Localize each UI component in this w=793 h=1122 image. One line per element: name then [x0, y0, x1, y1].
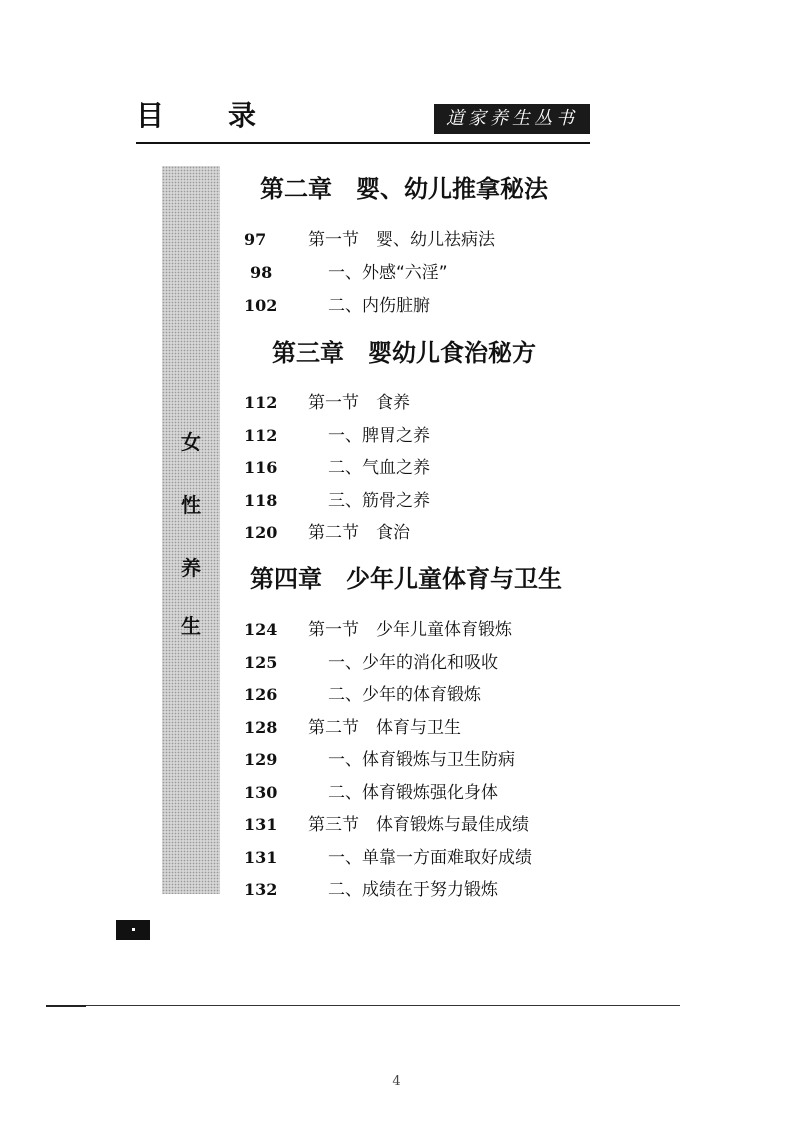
header-rule	[136, 142, 590, 144]
page-title-char-1: 目	[136, 99, 165, 132]
side-band-char-4: 生	[181, 614, 201, 638]
toc-entry-label: 第一节 食养	[308, 393, 410, 413]
chapter-number: 第三章	[272, 339, 344, 367]
toc-entry-label: 一、脾胃之养	[328, 426, 430, 446]
toc-page-number: 112	[244, 393, 278, 412]
toc-entry-label: 第一节 婴、幼儿祛病法	[308, 230, 495, 250]
series-badge: 道家养生丛书	[434, 104, 590, 134]
toc-entry-label: 二、气血之养	[328, 458, 430, 478]
chapter-title: 婴、幼儿推拿秘法	[356, 175, 548, 203]
toc-page-number: 128	[244, 718, 278, 737]
toc-entry-label: 二、内伤脏腑	[328, 296, 430, 316]
footer-rule-accent	[46, 1005, 86, 1007]
side-band	[162, 166, 220, 894]
toc-entry-label: 一、体育锻炼与卫生防病	[328, 750, 515, 770]
toc-page-number: 131	[244, 815, 278, 834]
toc-entry-label: 第二节 体育与卫生	[308, 718, 461, 738]
corner-mark-dot	[132, 928, 135, 931]
chapter-title: 婴幼儿食治秘方	[368, 339, 536, 367]
chapter-heading-4	[250, 564, 562, 594]
page-title	[136, 96, 257, 136]
corner-mark	[116, 920, 150, 940]
toc-entry-label: 二、体育锻炼强化身体	[328, 783, 498, 803]
toc-page-number: 112	[244, 426, 278, 445]
chapter-heading-2	[260, 174, 548, 204]
page-title-char-2: 录	[228, 99, 257, 132]
toc-page-number: 102	[244, 296, 278, 315]
toc-page-number: 129	[244, 750, 278, 769]
toc-entry-label: 三、筋骨之养	[328, 491, 430, 511]
toc-entry-label: 二、成绩在于努力锻炼	[328, 880, 498, 900]
chapter-number: 第四章	[250, 565, 322, 593]
side-band-char-3: 养	[181, 556, 201, 580]
toc-page-number: 125	[244, 653, 278, 672]
toc-page-number: 97	[244, 230, 267, 249]
toc-entry-label: 第二节 食治	[308, 523, 410, 543]
side-band-char-2: 性	[181, 493, 201, 517]
toc-page-number: 131	[244, 848, 278, 867]
toc-entry-label: 二、少年的体育锻炼	[328, 685, 481, 705]
toc-page-number: 132	[244, 880, 278, 899]
page-number: 4	[392, 1074, 401, 1089]
toc-page-number: 118	[244, 491, 278, 510]
toc-page-number: 116	[244, 458, 278, 477]
toc-page-number: 126	[244, 685, 278, 704]
chapter-number: 第二章	[260, 175, 332, 203]
toc-entry-label: 第一节 少年儿童体育锻炼	[308, 620, 512, 640]
toc-page-number: 98	[250, 263, 273, 282]
footer-rule	[46, 1005, 680, 1006]
toc-entry-label: 一、少年的消化和吸收	[328, 653, 498, 673]
toc-entry-label: 第三节 体育锻炼与最佳成绩	[308, 815, 529, 835]
toc-page-number: 130	[244, 783, 278, 802]
toc-page-number: 120	[244, 523, 278, 542]
side-band-char-1: 女	[181, 430, 201, 454]
toc-entry-label: 一、单靠一方面难取好成绩	[328, 848, 532, 868]
toc-entry-label: 一、外感“六淫”	[328, 263, 448, 283]
toc-page-number: 124	[244, 620, 278, 639]
chapter-title: 少年儿童体育与卫生	[346, 565, 562, 593]
chapter-heading-3	[272, 338, 536, 368]
